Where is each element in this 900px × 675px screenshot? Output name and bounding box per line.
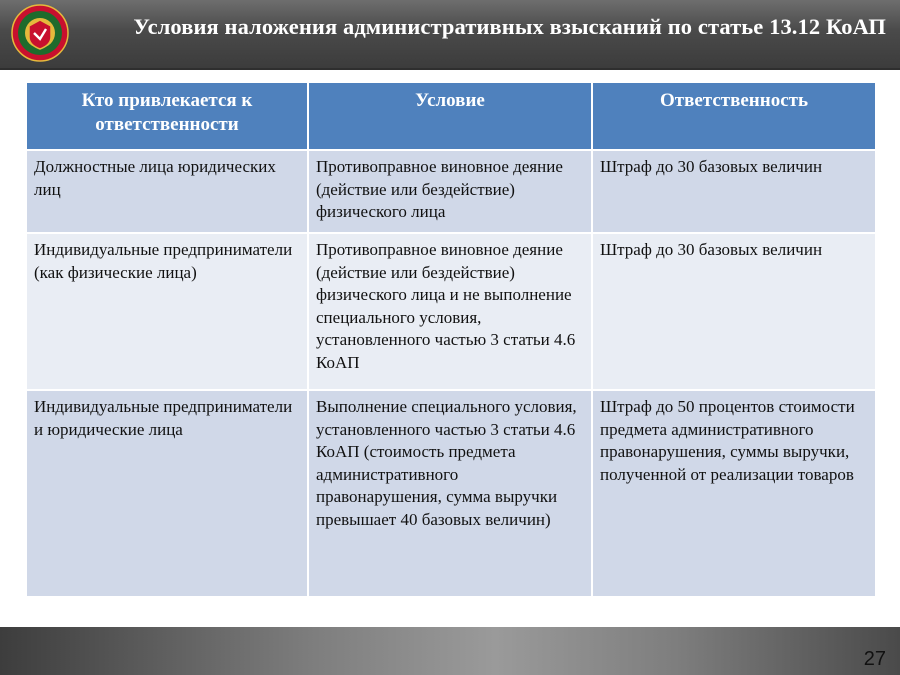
table-row <box>27 151 875 232</box>
table-header-row <box>27 83 875 149</box>
table-cell-who: Индивидуальные предприниматели и юридические лица <box>27 391 307 596</box>
table-row <box>27 234 875 389</box>
header-divider <box>0 68 900 70</box>
table-cell-liability: Штраф до 30 базовых величин <box>593 151 875 232</box>
penalty-table <box>25 81 875 598</box>
column-header-liability: Ответственность <box>593 83 875 149</box>
emblem-logo-icon <box>10 3 70 63</box>
table-cell-who: Должностные лица юридических лиц <box>27 151 307 232</box>
table-cell-condition: Выполнение специального условия, установленного частью 3 статьи 4.6 КоАП (стоимость предмета административного правонарушения, сумма выручки превышает 40 базовых величин) <box>309 391 591 596</box>
slide-footer <box>0 627 900 675</box>
table-cell-who: Индивидуальные предприниматели (как физические лица) <box>27 234 307 389</box>
slide-title: Условия наложения административных взысканий по статье 13.12 КоАП <box>133 14 886 39</box>
column-header-who: Кто привлекается к ответственности <box>27 83 307 149</box>
table-cell-condition: Противоправное виновное деяние (действие или бездействие) физического лица <box>309 151 591 232</box>
column-header-condition: Условие <box>309 83 591 149</box>
page-number: 27 <box>863 648 886 670</box>
table-cell-condition: Противоправное виновное деяние (действие или бездействие) физического лица и не выполнение специального условия, установленного частью 3 статьи 4.6 КоАП <box>309 234 591 389</box>
table-row <box>27 391 875 596</box>
table-cell-liability: Штраф до 50 процентов стоимости предмета административного правонарушения, суммы выручки, полученной от реализации товаров <box>593 391 875 596</box>
table-cell-liability: Штраф до 30 базовых величин <box>593 234 875 389</box>
